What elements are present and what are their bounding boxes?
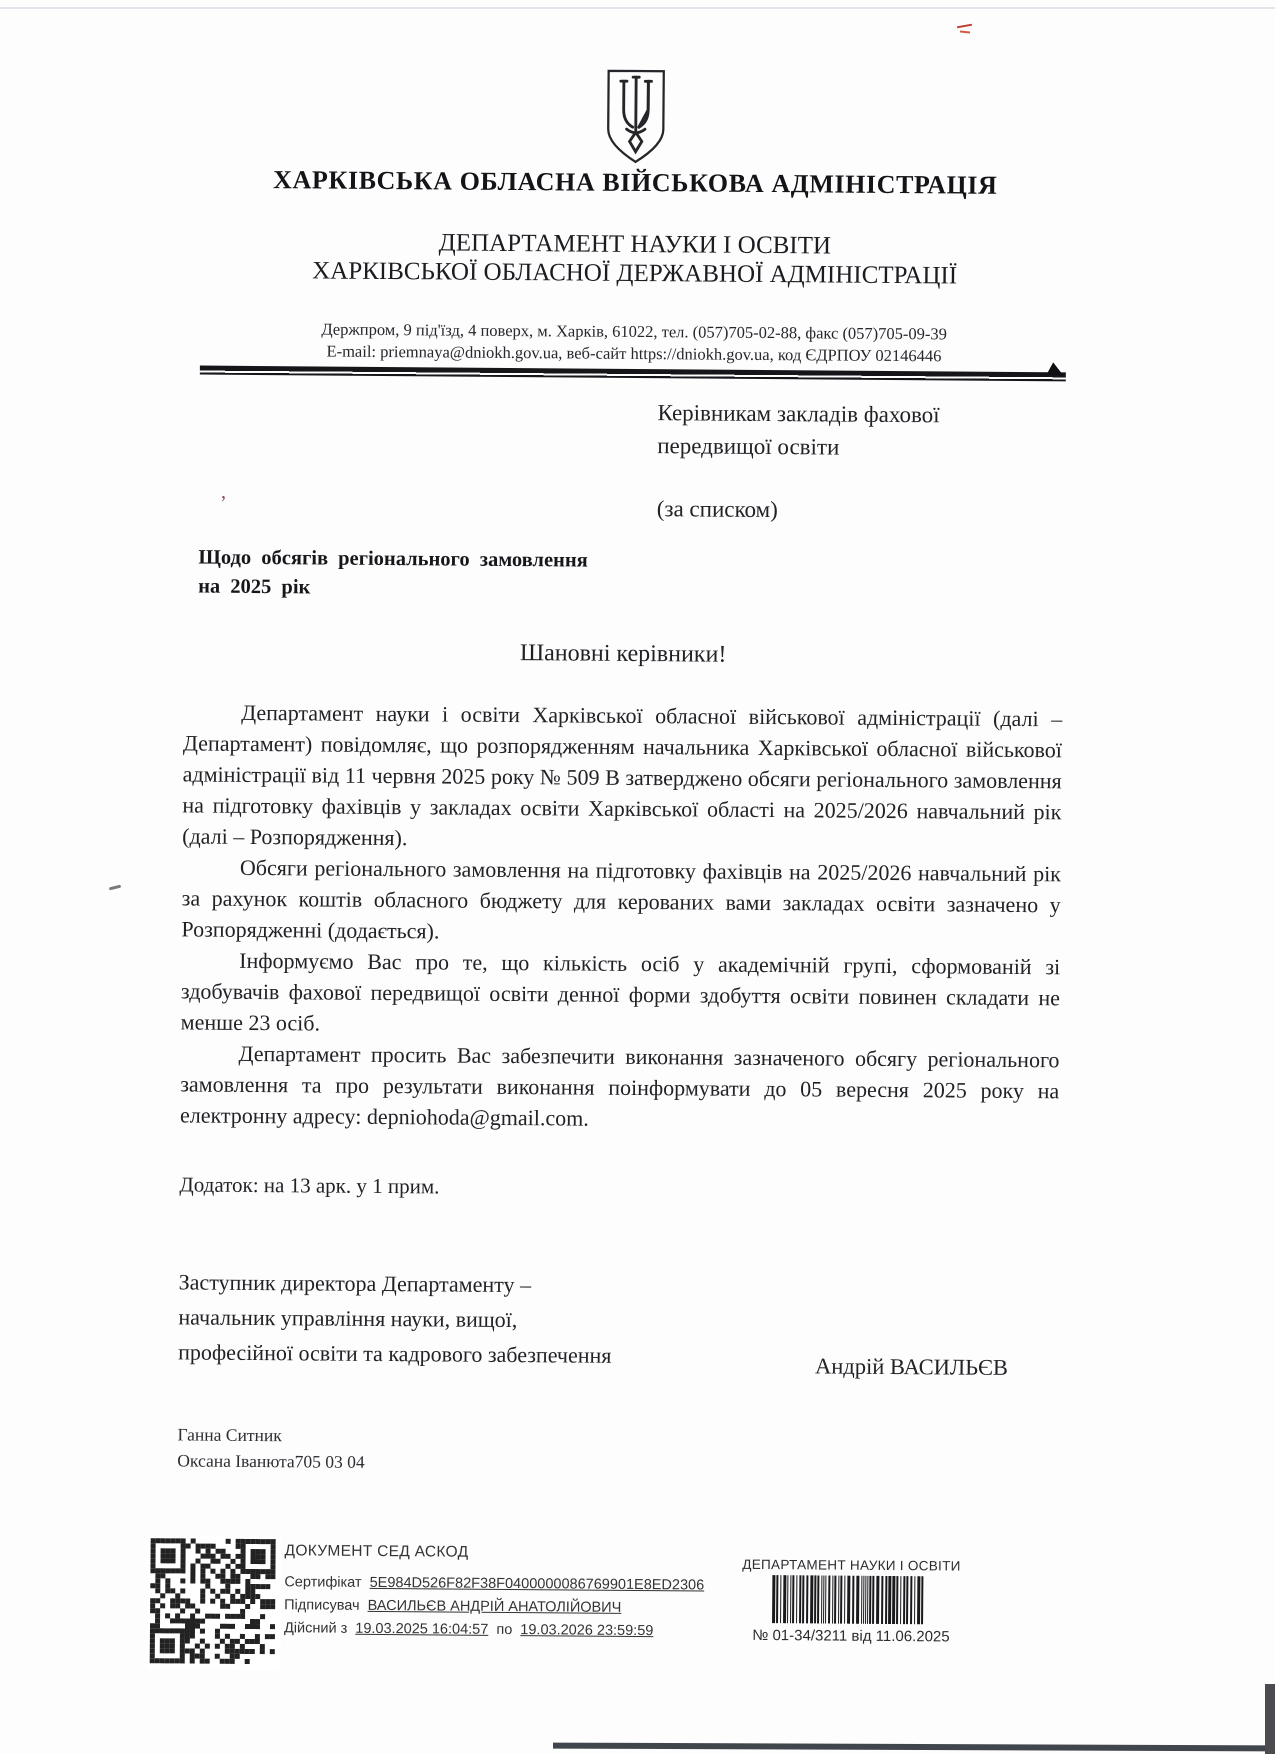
- attachment-note: Додаток: на 13 арк. у 1 прим.: [179, 1172, 440, 1199]
- department-line-2: ХАРКІВСЬКОЇ ОБЛАСНОЇ ДЕРЖАВНОЇ АДМІНІСТРАЦІЇ: [312, 257, 958, 290]
- signer-row: [284, 1597, 744, 1617]
- recipient-line-3: (за списком): [656, 496, 778, 523]
- preparer-line-2: Оксана Іванюта705 03 04: [177, 1450, 365, 1472]
- recipient-line-2: передвищої освіти: [657, 433, 840, 460]
- registration-number: № 01-34/3211 від 11.06.2025: [752, 1626, 950, 1646]
- subject-line-2: на 2025 рік: [198, 575, 311, 599]
- signer-label: Підписувач: [284, 1597, 360, 1614]
- department-line-1: ДЕПАРТАМЕНТ НАУКИ І ОСВІТИ: [438, 229, 832, 260]
- scan-artifact-right-strip: [1265, 1684, 1275, 1754]
- body-paragraph: Інформуємо Вас про те, що кількість осіб у академічній групі, сформованій зі здобувачів фахової передвищої освіти денної форми здобуття освіти повинен складати не менше 23 осіб.: [180, 947, 1061, 1036]
- signer-name: Андрій ВАСИЛЬЄВ: [814, 1353, 1009, 1380]
- validity-from: 19.03.2025 16:04:57: [355, 1620, 489, 1638]
- registration-stamp: [735, 1557, 968, 1646]
- barcode: [772, 1575, 930, 1624]
- qr-code: [148, 1536, 282, 1670]
- body-paragraph: Обсяги регіонального замовлення на підготовку фахівців на 2025/2026 навчальний рік за рахунок коштів обласного бюджету для керованих вами закладах освіти зазначено у Розпорядженні (додається).: [181, 854, 1062, 944]
- validity-row: [284, 1620, 744, 1640]
- organization-name: ХАРКІВСЬКА ОБЛАСНА ВІЙСЬКОВА АДМІНІСТРАЦІЯ: [273, 165, 998, 200]
- scan-artifact-top-line: [0, 7, 1275, 9]
- contact-block: [3, 316, 1265, 370]
- certificate-row: [284, 1574, 744, 1594]
- body-paragraph: Департамент просить Вас забезпечити виконання зазначеного обсягу регіонального замовлення та про результати виконання поінформувати до 05 вересня 2025 року на електронну адресу: depniohoda@gmail.com.: [179, 1040, 1060, 1131]
- salutation: Шановні керівники!: [519, 640, 727, 668]
- body-paragraph: Департамент науки і освіти Харківської обласної військової адміністрації (далі – Департамент) повідомляє, що розпорядженням начальника Харківської обласної військової адміністрації від 11 червня 2025 року № 509 В затверджено обсяги регіонального замовлення на підготовку фахівців у закладах освіти Харківської області на 2025/2026 навчальний рік (далі – Розпорядження).: [182, 699, 1063, 851]
- validity-separator: по: [496, 1621, 513, 1639]
- letterhead-divider: [200, 366, 1066, 382]
- recipient-block: [657, 396, 1018, 528]
- esignature-block: [284, 1542, 745, 1647]
- letterhead: [6, 0, 1268, 366]
- department-name: [4, 225, 1266, 293]
- scan-artifact-comma: ,: [221, 481, 226, 503]
- ukraine-trident-emblem-icon: [601, 68, 670, 167]
- email-line: E-mail: priemnaya@dniokh.gov.ua, веб-сайт https://dniokh.gov.ua, код ЄДРПОУ 02146446: [326, 341, 942, 366]
- subject-block: [198, 544, 668, 606]
- address-line: Держпром, 9 під'їзд, 4 поверх, м. Харків, 61022, тел. (057)705-02-88, факс (057)705-09-39: [321, 319, 948, 344]
- signer-position-line-1: Заступник директора Департаменту –: [178, 1269, 532, 1298]
- certificate-label: Сертифікат: [284, 1574, 362, 1591]
- recipient-line-1: Керівникам закладів фахової: [657, 400, 940, 428]
- stamp-title: ДЕПАРТАМЕНТ НАУКИ І ОСВІТИ: [742, 1556, 961, 1574]
- signer-position: [178, 1264, 739, 1373]
- signer-position-line-3: професійної освіти та кадрового забезпечення: [178, 1339, 612, 1368]
- validity-label: Дійсний з: [283, 1620, 348, 1637]
- esignature-title: ДОКУМЕНТ СЕД АСКОД: [284, 1542, 469, 1561]
- letter-body: [180, 696, 1062, 1137]
- validity-to: 19.03.2026 23:59:59: [520, 1622, 654, 1640]
- subject-line-1: Щодо обсягів регіонального замовлення: [198, 546, 588, 572]
- certificate-value: 5E984D526F82F38F0400000086769901E8ED2306: [369, 1574, 705, 1594]
- preparers-block: [177, 1421, 365, 1474]
- signer-value: ВАСИЛЬЄВ АНДРІЙ АНАТОЛІЙОВИЧ: [367, 1597, 622, 1616]
- signer-position-line-2: начальник управління науки, вищої,: [178, 1304, 518, 1333]
- preparer-line-1: Ганна Ситник: [177, 1424, 282, 1446]
